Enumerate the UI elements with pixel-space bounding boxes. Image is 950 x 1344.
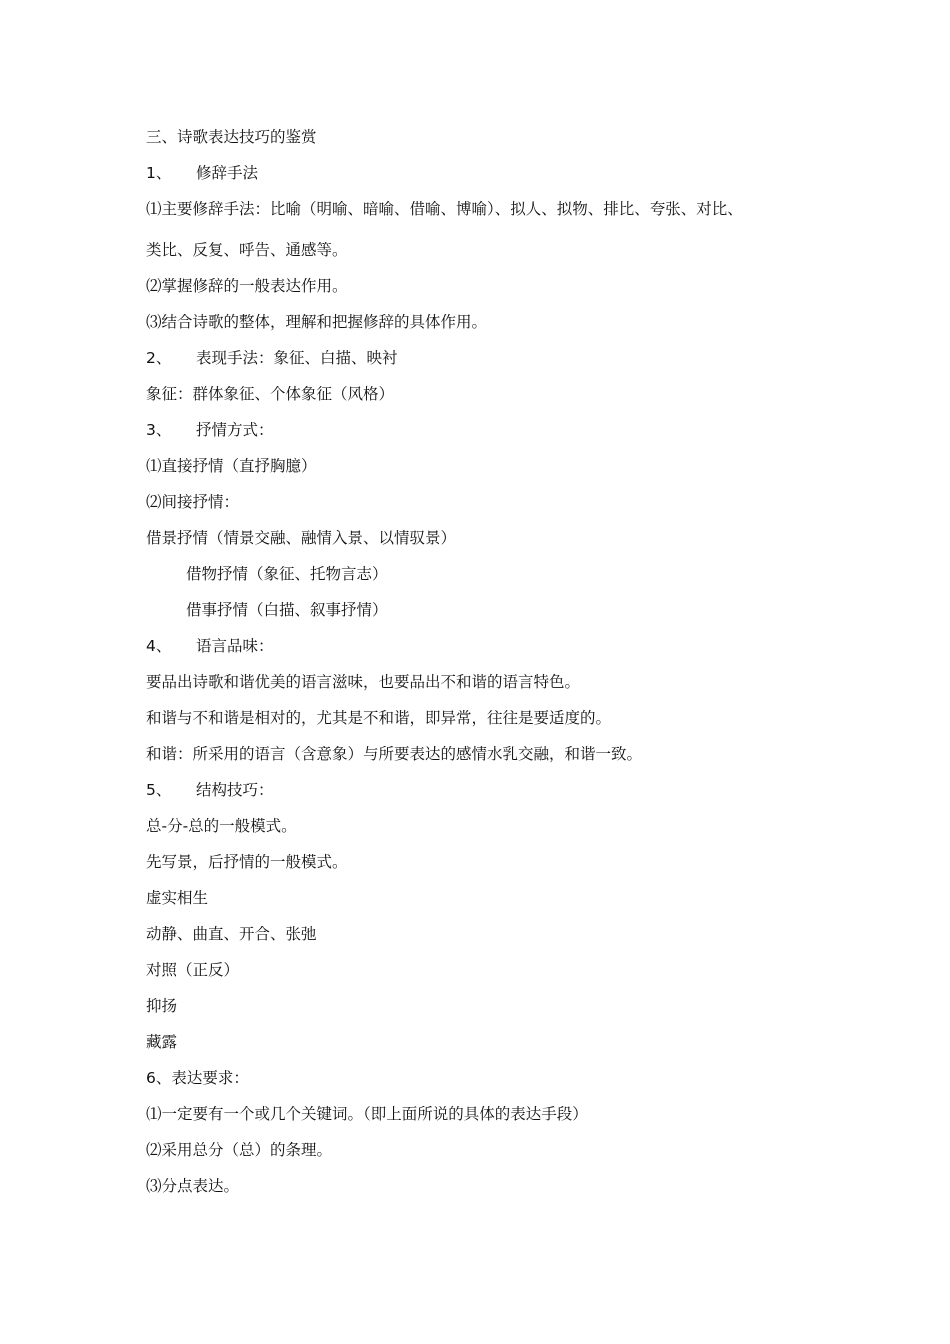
section-title: 三、诗歌表达技巧的鉴赏 [146,128,317,146]
expression-item-3: ⑶分点表达。 [146,1177,240,1195]
language-line-1: 要品出诗歌和谐优美的语言滋味，也要品出不和谐的语言特色。 [146,673,581,691]
heading-4-text: 语言品味： [196,637,274,655]
rhetoric-item-1-line-1: ⑴主要修辞手法：比喻（明喻、暗喻、借喻、博喻）、拟人、拟物、排比、夸张、对比、 [146,200,743,218]
lyric-sub-1: 借景抒情（情景交融、融情入景、以情驭景） [146,529,457,547]
lyric-sub-3: 借事抒情（白描、叙事抒情） [186,601,388,619]
heading-3 [146,420,274,440]
heading-2 [146,348,398,368]
structure-line-2: 先写景，后抒情的一般模式。 [146,853,348,871]
heading-1-number: 1、 [146,164,172,182]
heading-3-number: 3、 [146,421,172,439]
heading-5 [146,780,274,800]
lyric-sub-2: 借物抒情（象征、托物言志） [186,565,388,583]
heading-2-text: 表现手法：象征、白描、映衬 [196,349,398,367]
heading-4-number: 4、 [146,637,172,655]
heading-2-number: 2、 [146,349,172,367]
heading-4 [146,636,274,656]
heading-5-number: 5、 [146,781,172,799]
structure-line-7: 藏露 [146,1033,178,1051]
structure-line-6: 抑扬 [146,997,178,1015]
language-line-2: 和谐与不和谐是相对的，尤其是不和谐，即异常，往往是要适度的。 [146,709,612,727]
structure-line-3: 虚实相生 [146,889,209,907]
heading-1-text: 修辞手法 [196,164,259,182]
structure-line-5: 对照（正反） [146,961,240,979]
heading-3-text: 抒情方式： [196,421,274,439]
rhetoric-item-3: ⑶结合诗歌的整体，理解和把握修辞的具体作用。 [146,313,488,331]
rhetoric-item-1-line-2: 类比、反复、呼告、通感等。 [146,241,348,259]
lyric-item-2: ⑵间接抒情： [146,493,240,511]
symbolism-line: 象征：群体象征、个体象征（风格） [146,385,395,403]
heading-5-text: 结构技巧： [196,781,274,799]
rhetoric-item-2: ⑵掌握修辞的一般表达作用。 [146,277,348,295]
structure-line-4: 动静、曲直、开合、张弛 [146,925,317,943]
language-line-3: 和谐：所采用的语言（含意象）与所要表达的感情水乳交融，和谐一致。 [146,745,643,763]
structure-line-1: 总-分-总的一般模式。 [146,817,297,835]
heading-1 [146,163,258,183]
expression-item-1: ⑴一定要有一个或几个关键词。（即上面所说的具体的表达手段） [146,1105,588,1123]
expression-item-2: ⑵采用总分（总）的条理。 [146,1141,333,1159]
lyric-item-1: ⑴直接抒情（直抒胸臆） [146,457,317,475]
heading-6: 6、表达要求： [146,1069,249,1087]
